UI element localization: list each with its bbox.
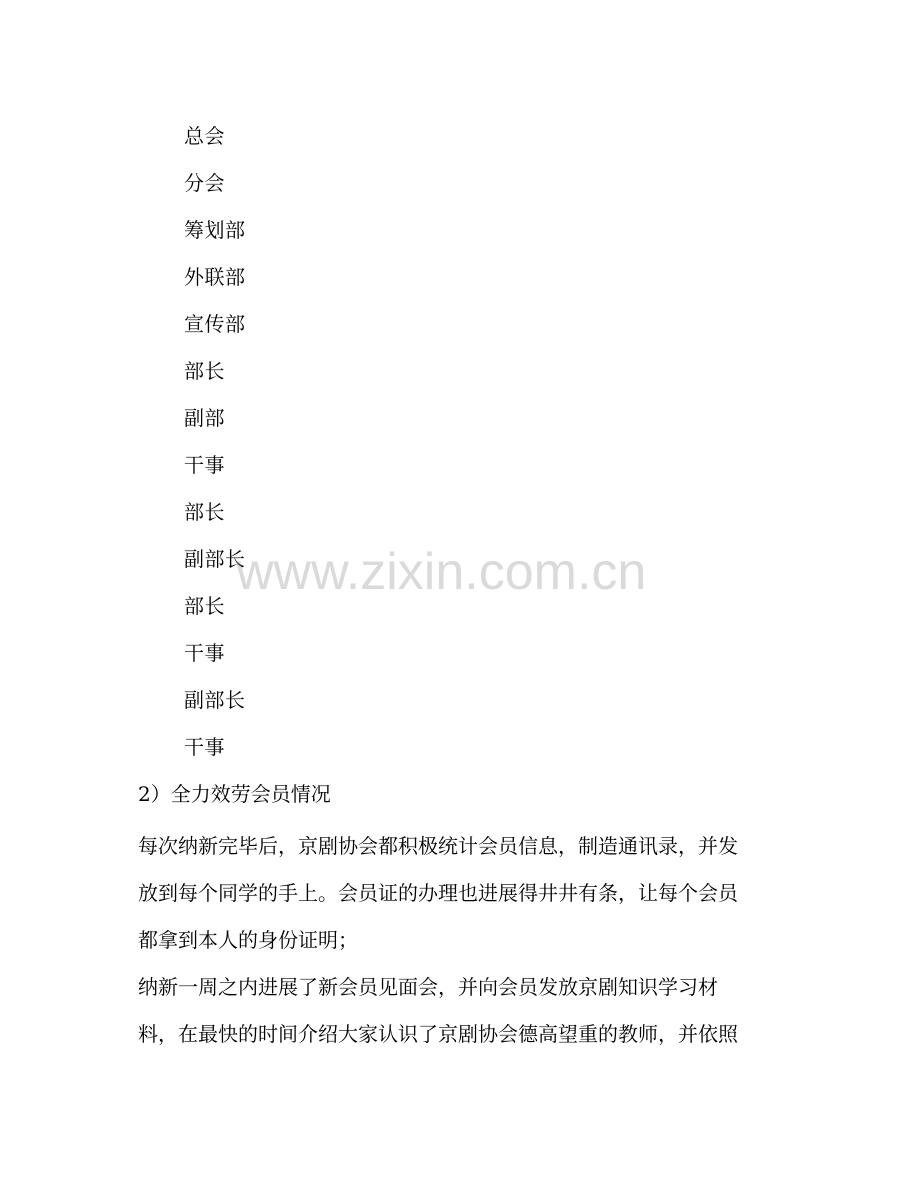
org-item-officer: 干事 (184, 735, 225, 759)
section-body (138, 774, 788, 1061)
paragraph-line: 料，在最快的时间介绍大家认识了京剧协会德高望重的教师，并依照 (138, 1022, 738, 1046)
org-item-publicity-department: 宣传部 (184, 312, 246, 336)
org-item-planning-department: 筹划部 (184, 218, 246, 242)
org-item-minister: 部长 (184, 594, 225, 618)
org-item-external-relations-department: 外联部 (184, 265, 246, 289)
org-item-officer: 干事 (184, 453, 225, 477)
org-item-vice-minister: 副部长 (184, 688, 246, 712)
org-item-general-association: 总会 (184, 124, 225, 148)
section-heading: 2）全力效劳会员情况 (138, 782, 331, 806)
org-item-minister: 部长 (184, 500, 225, 524)
watermark-text: www.zixin.com.cn (236, 543, 647, 601)
org-item-vice-minister: 副部长 (184, 547, 246, 571)
org-structure-list (184, 116, 246, 774)
paragraph-line: 放到每个同学的手上。会员证的办理也进展得井井有条，让每个会员 (138, 881, 738, 905)
org-item-vice: 副部 (184, 406, 225, 430)
paragraph-line: 纳新一周之内进展了新会员见面会，并向会员发放京剧知识学习材 (138, 975, 718, 999)
org-item-branch-association: 分会 (184, 171, 225, 195)
paragraph-line: 都拿到本人的身份证明； (138, 928, 358, 952)
org-item-officer: 干事 (184, 641, 225, 665)
paragraph-line: 每次纳新完毕后，京剧协会都积极统计会员信息，制造通讯录，并发 (138, 834, 738, 858)
org-item-minister: 部长 (184, 359, 225, 383)
